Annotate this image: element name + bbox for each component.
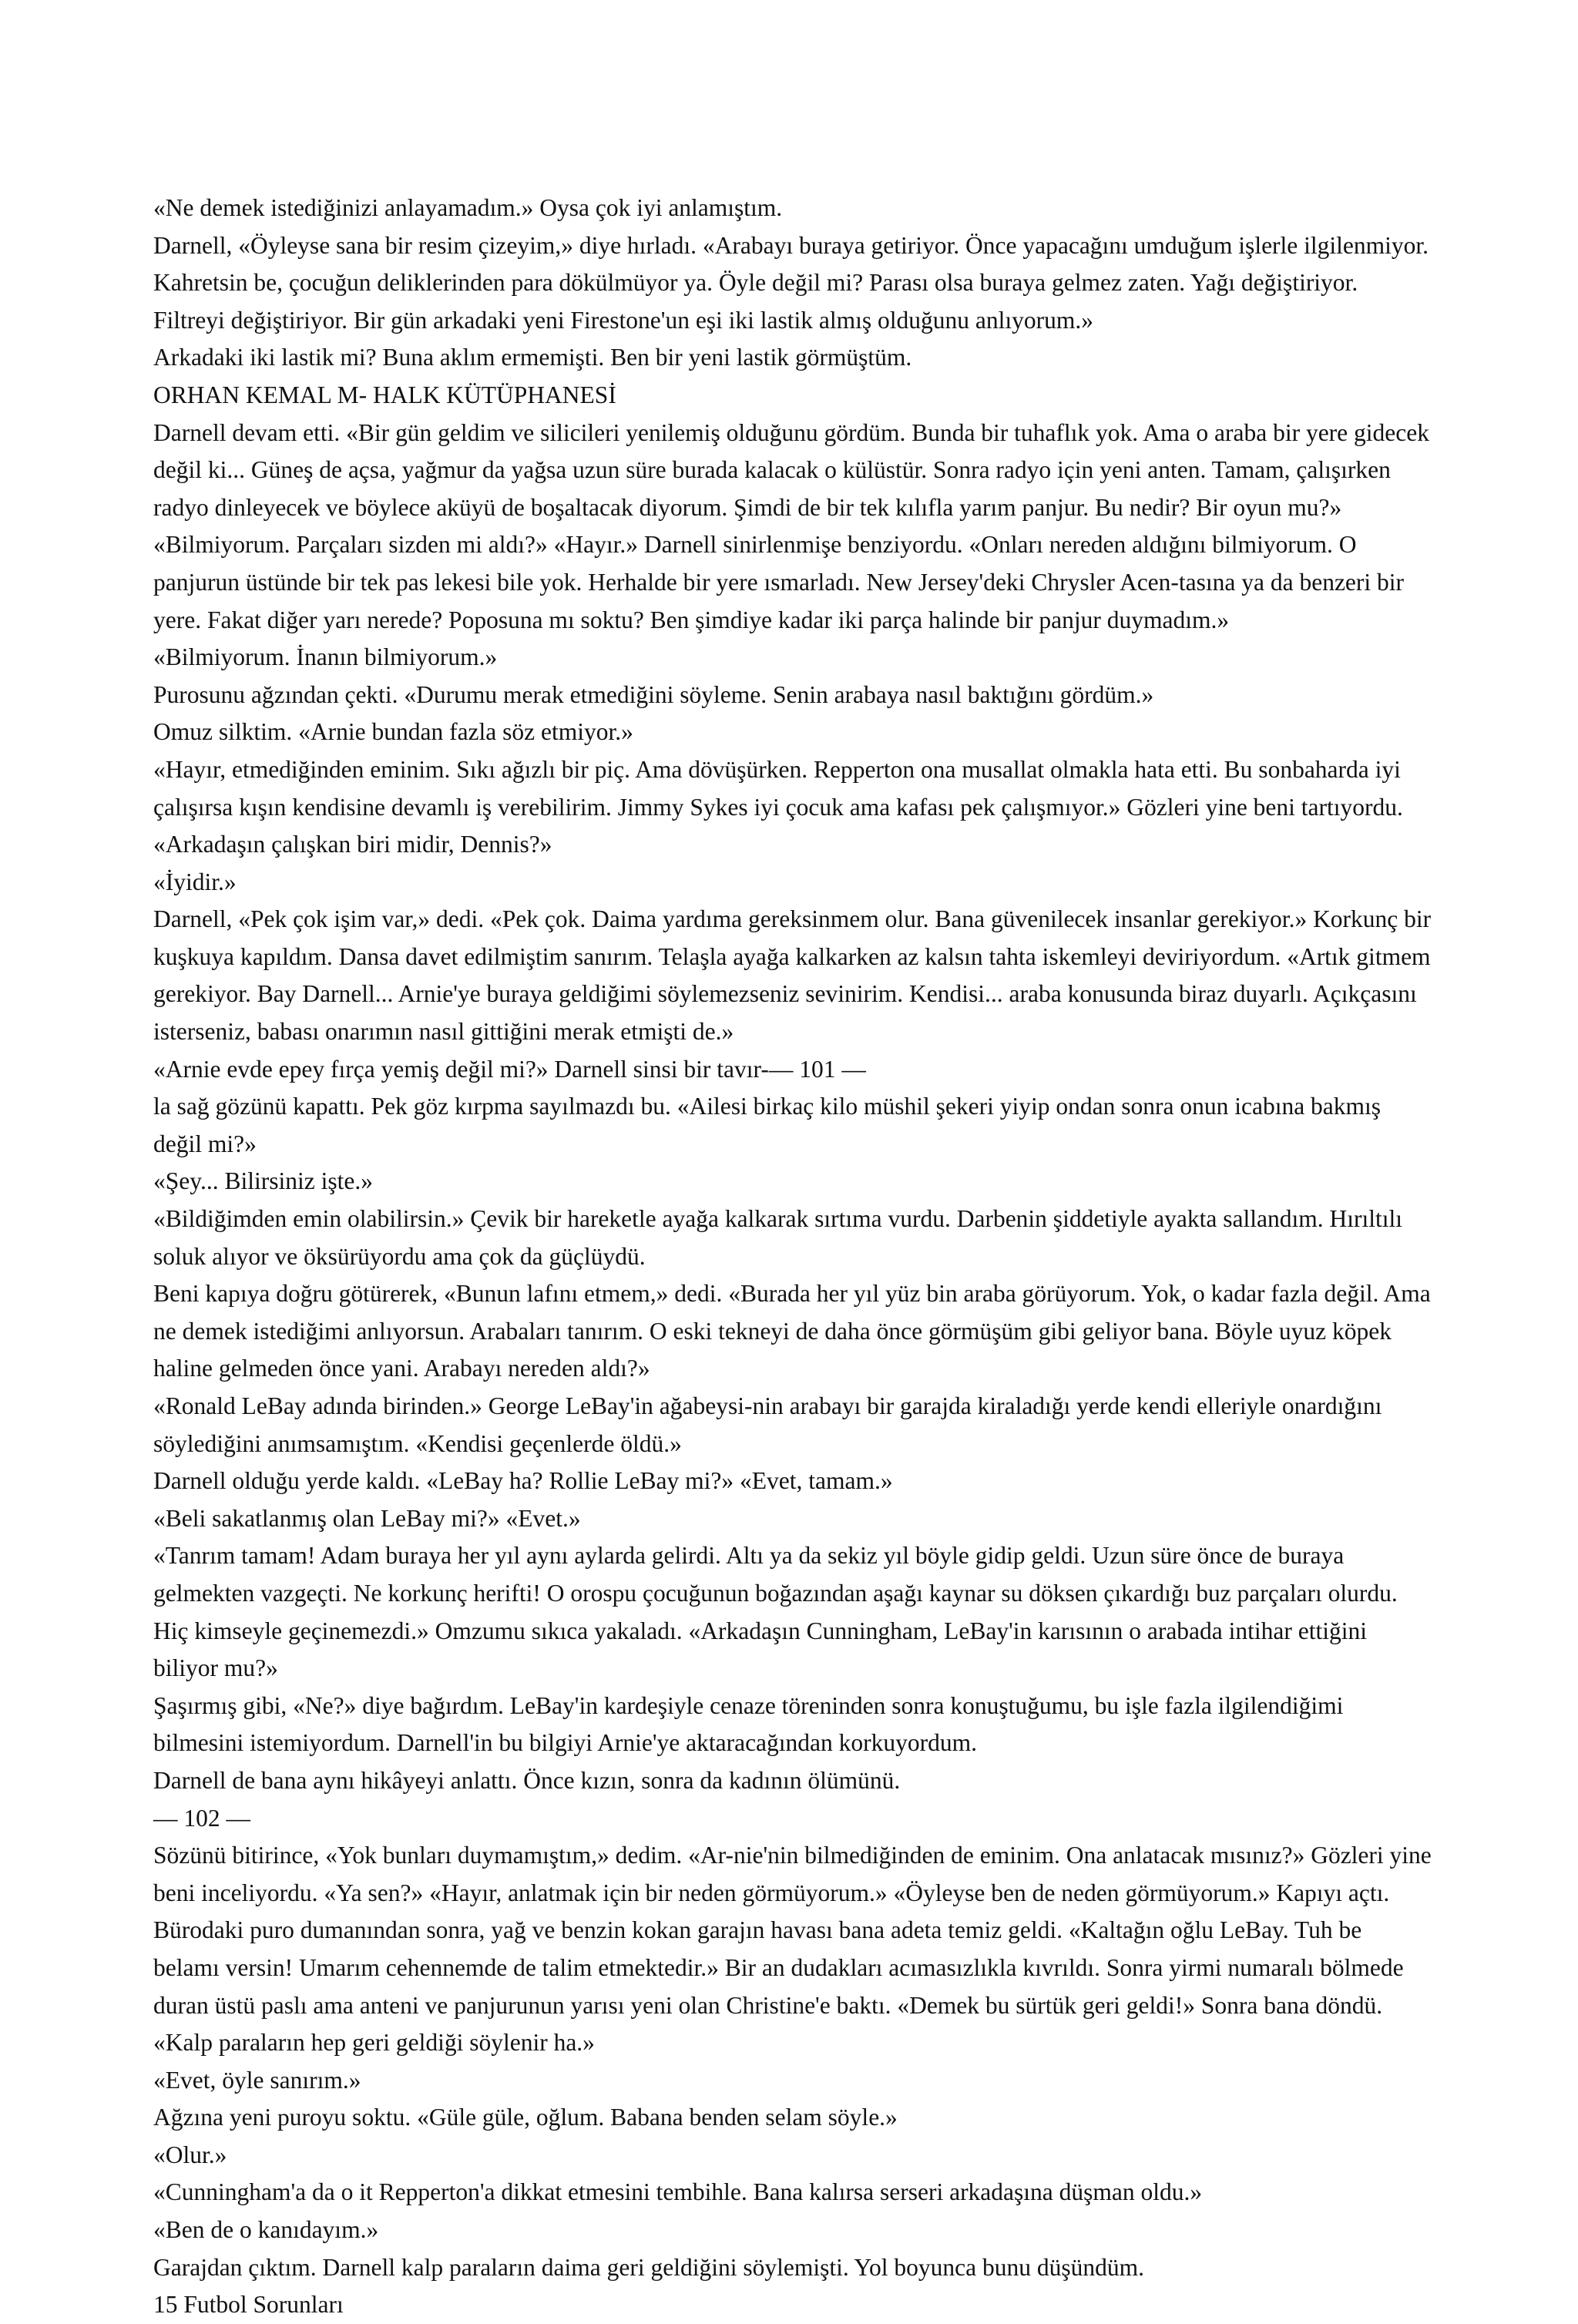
page-number: — 102 — — [153, 1804, 250, 1832]
paragraph: «Bilmiyorum. Parçaları sizden mi aldı?» «Hayır.» Darnell sinirlenmişe benziyordu. «Onları nereden aldığını bilmiyorum. O panjurun üstünde bir tek pas lekesi bile yok. Herhalde bir yere ısmarladı. New Jersey'deki Chrysler Acen-tasına ya da benzeri bir yere. Fakat diğer yarı nerede? Poposuna mı soktu? Ben şimdiye kadar iki parça halinde bir panjur duymadım.» — [153, 531, 1410, 633]
paragraph: la sağ gözünü kapattı. Pek göz kırpma sayılmazdı bu. «Ailesi birkaç kilo müshil şekeri yiyip ondan sonra onun icabına bakmış değil mi?» — [153, 1093, 1387, 1157]
paragraph: Beni kapıya doğru götürerek, «Bunun lafını etmem,» dedi. «Burada her yıl yüz bin araba görüyorum. Yok, o kadar fazla değil. Ama ne demek istediğimi anlıyorsun. Arabaları tanırım. O eski tekneyi de daha önce görmüşüm gibi geliyor bana. Böyle uyuz köpek haline gelmeden önce yani. Arabayı nereden aldı?» — [153, 1280, 1437, 1382]
paragraph: «Arnie evde epey fırça yemiş değil mi?» Darnell sinsi bir tavır-— 101 — — [153, 1055, 866, 1083]
paragraph: «Beli sakatlanmış olan LeBay mi?» «Evet.» — [153, 1504, 581, 1532]
paragraph: «Ne demek istediğinizi anlayamadım.» Oysa çok iyi anlamıştım. — [153, 194, 783, 221]
paragraph: Darnell olduğu yerde kaldı. «LeBay ha? Rollie LeBay mi?» «Evet, tamam.» — [153, 1467, 893, 1495]
paragraph: «Evet, öyle sanırım.» — [153, 2066, 361, 2094]
paragraph: Darnell, «Pek çok işim var,» dedi. «Pek çok. Daima yardıma gereksinmem olur. Bana güvenilecek insanlar gerekiyor.» Korkunç bir kuşkuya kapıldım. Dansa davet edilmiştim sanırım. Telaşla ayağa kalkarken az kalsın tahta iskemleyi deviriyordum. «Artık gitmem gerekiyor. Bay Darnell... Arnie'ye buraya geldiğimi söylemezseniz sevinirim. Kendisi... araba konusunda biraz duyarlı. Açıkçasını isterseniz, babası onarımın nasıl gittiğini merak etmişti de.» — [153, 905, 1438, 1046]
paragraph: Ağzına yeni puroyu soktu. «Güle güle, oğlum. Babana benden selam söyle.» — [153, 2104, 898, 2131]
paragraph: «Şey... Bilirsiniz işte.» — [153, 1167, 373, 1195]
paragraph: «Bilmiyorum. İnanın bilmiyorum.» — [153, 643, 498, 671]
paragraph: «Bildiğimden emin olabilirsin.» Çevik bir hareketle ayağa kalkarak sırtıma vurdu. Darbenin şiddetiyle ayakta sallandım. Hırıltılı soluk alıyor ve öksürüyordu ama çok da güçlüydü. — [153, 1205, 1408, 1270]
paragraph: Darnell, «Öyleyse sana bir resim çizeyim,» diye hırladı. «Arabayı buraya getiriyor. Önce yapacağını umduğum işlerle ilgilenmiyor. Kahretsin be, çocuğun deliklerinden para dökülmüyor ya. Öyle değil mi? Parası olsa buraya gelmez zaten. Yağı değiştiriyor. Filtreyi değiştiriyor. Bir gün arkadaki yeni Firestone'un eşi iki lastik almış olduğunu anlıyorum.» — [153, 231, 1435, 334]
paragraph: Purosunu ağzından çekti. «Durumu merak etmediğini söyleme. Senin arabaya nasıl baktığını gördüm.» — [153, 680, 1154, 708]
paragraph: Sözünü bitirince, «Yok bunları duymamıştım,» dedim. «Ar-nie'nin bilmediğinden de eminim. Ona anlatacak mısınız?» Gözleri yine beni inceliyordu. «Ya sen?» «Hayır, anlatmak için bir neden görmüyorum.» «Öyleyse ben de neden görmüyorum.» Kapıyı açtı. Bürodaki puro dumanından sonra, yağ ve benzin kokan garajın havası bana adeta temiz geldi. «Kaltağın oğlu LeBay. Tuh be belamı versin! Umarım cehennemde de talim etmektedir.» Bir an dudakları acımasızlıkla kıvrıldı. Sonra yirmi numaralı bölmede duran üstü paslı ama anteni ve panjurunun yarısı yeni olan Christine'e baktı. «Demek bu sürtük geri geldi!» Sonra bana döndü. «Kalp paraların hep geri geldiği söylenir ha.» — [153, 1842, 1438, 2057]
paragraph: «Olur.» — [153, 2141, 227, 2168]
paragraph: Darnell devam etti. «Bir gün geldim ve silicileri yenilemiş olduğunu gördüm. Bunda bir tuhaflık yok. Ama o araba bir yere gidecek değil ki... Güneş de açsa, yağmur da yağsa uzun süre burada kalacak o külüstür. Sonra radyo için yeni anten. Tamam, çalışırken radyo dinleyecek ve böylece aküyü de boşaltacak diyorum. Şimdi de bir tek kılıfla yarım panjur. Bu nedir? Bir oyun mu?» — [153, 418, 1435, 521]
paragraph: «Tanrım tamam! Adam buraya her yıl aynı aylarda gelirdi. Altı ya da sekiz yıl böyle gidip geldi. Uzun süre önce de buraya gelmekten vazgeçti. Ne korkunç herifti! O orospu çocuğunun boğazından aşağı kaynar su döksen çıkardığı buz parçaları olurdu. Hiç kimseyle geçinemezdi.» Omzumu sıkıca yakaladı. «Arkadaşın Cunningham, LeBay'in karısının o arabada intihar ettiğini — [153, 1542, 1404, 1644]
paragraph: Omuz silktim. «Arnie bundan fazla söz etmiyor.» — [153, 718, 633, 746]
section-heading: ORHAN KEMAL M- HALK KÜTÜPHANESİ — [153, 381, 616, 408]
paragraph: «İyidir.» — [153, 868, 237, 895]
paragraph: biliyor mu?» — [153, 1654, 278, 1682]
paragraph: Darnell de bana aynı hikâyeyi anlattı. Önce kızın, sonra da kadının ölümünü. — [153, 1766, 901, 1794]
paragraph: Arkadaki iki lastik mi? Buna aklım ermemişti. Ben bir yeni lastik görmüştüm. — [153, 344, 912, 371]
paragraph: «Hayır, etmediğinden eminim. Sıkı ağızlı bir piç. Ama dövüşürken. Repperton ona musallat olmakla hata etti. Bu sonbaharda iyi çalışırsa kışın kendisine devamlı iş verebilirim. Jimmy Sykes iyi çocuk ama kafası pek çalışmıyor.» Gözleri yine beni tartıyordu. «Arkadaşın çalışkan biri midir, Dennis?» — [153, 755, 1409, 858]
paragraph: Şaşırmış gibi, «Ne?» diye bağırdım. LeBay'in kardeşiyle cenaze töreninden sonra konuştuğumu, bu işle fazla ilgilendiğimi bilmesini istemiyordum. Darnell'in bu bilgiyi Arnie'ye aktaracağından korkuyordum. — [153, 1691, 1350, 1757]
document-page — [153, 190, 1438, 2324]
paragraph: «Cunningham'a da o it Repperton'a dikkat etmesini tembihle. Bana kalırsa serseri arkadaşına düşman oldu.» — [153, 2178, 1203, 2206]
paragraph: «Ben de o kanıdayım.» — [153, 2216, 379, 2244]
chapter-heading: 15 Futbol Sorunları — [153, 2291, 344, 2319]
paragraph: Garajdan çıktım. Darnell kalp paraların daima geri geldiğini söylemişti. Yol boyunca bunu düşündüm. — [153, 2253, 1144, 2281]
paragraph: «Ronald LeBay adında birinden.» George LeBay'in ağabeysi-nin arabayı bir garajda kiraladığı yerde kendi elleriyle onardığını söylediğini anımsamıştım. «Kendisi geçenlerde öldü.» — [153, 1392, 1388, 1457]
